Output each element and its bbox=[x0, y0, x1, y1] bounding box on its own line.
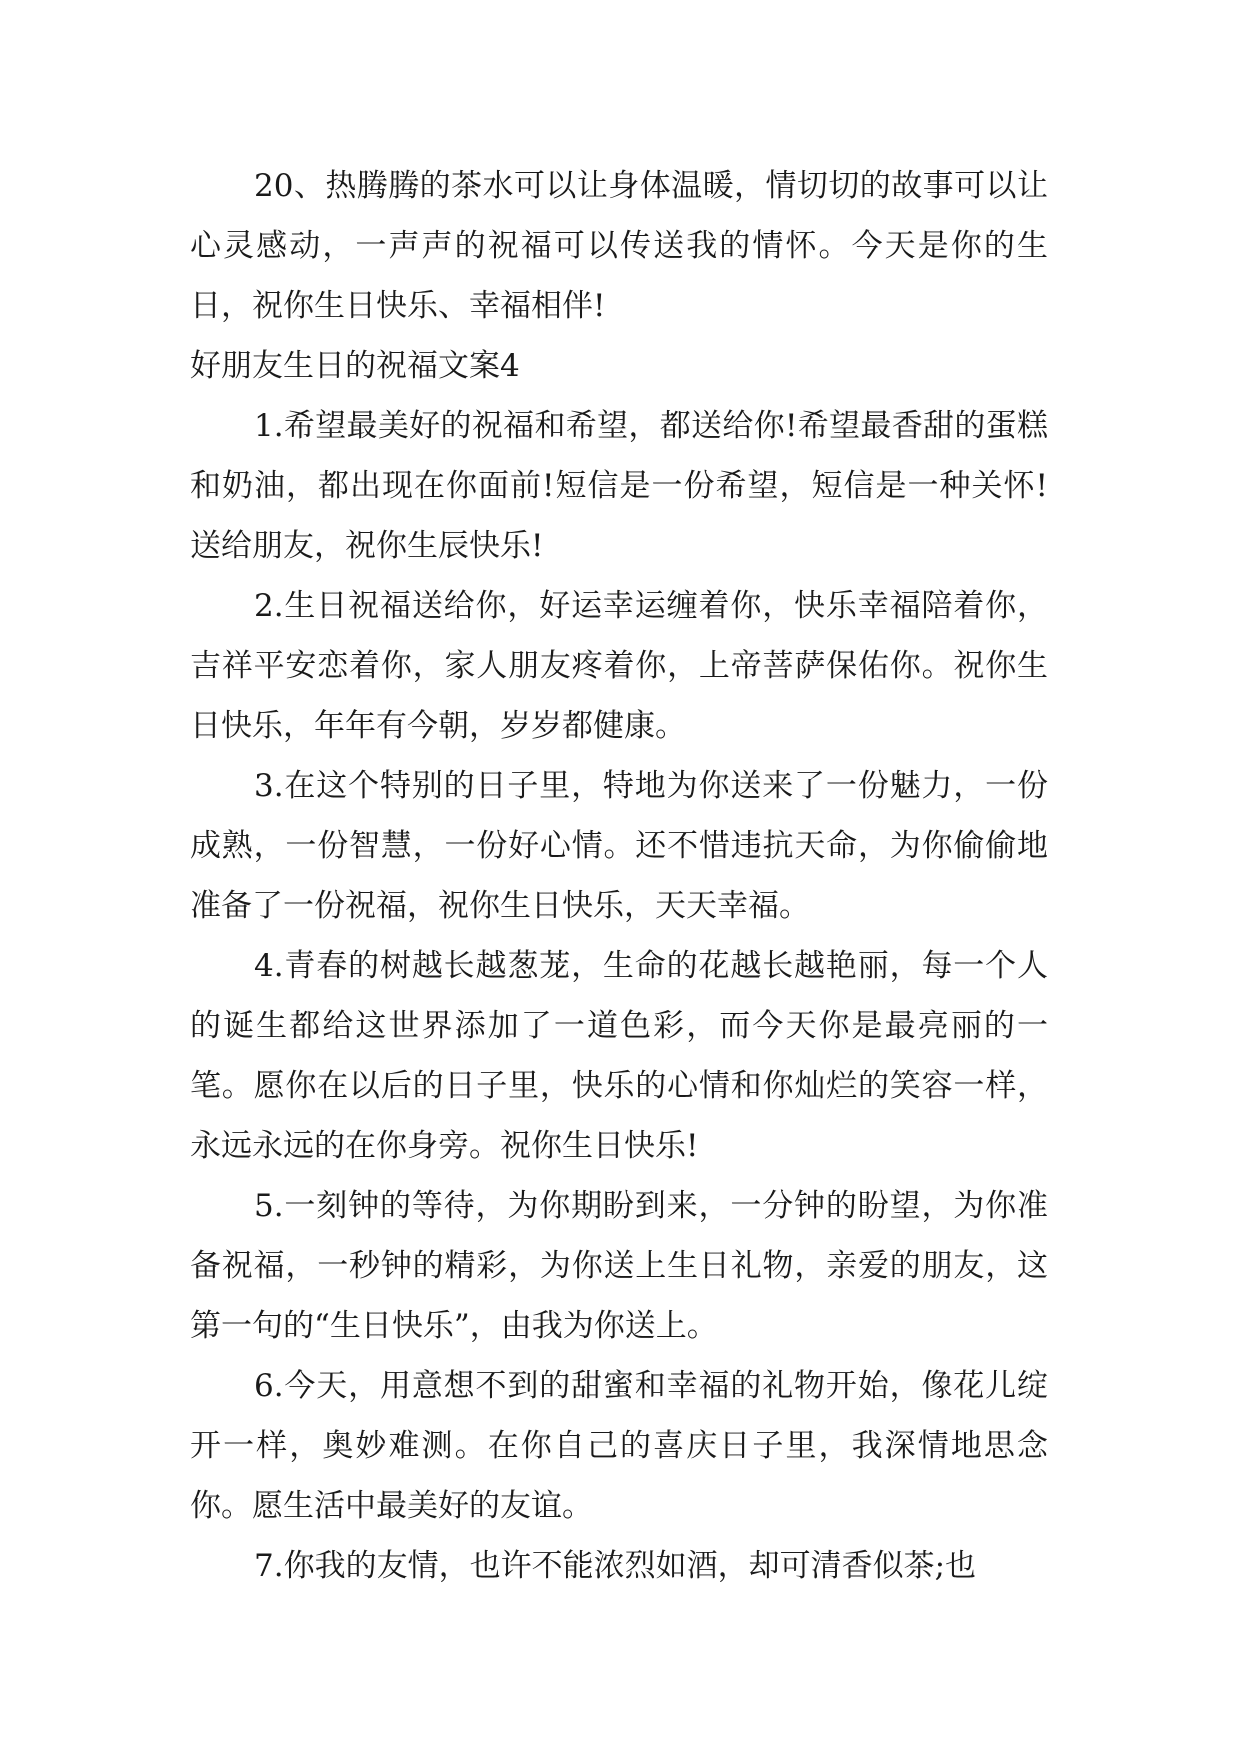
paragraph-20: 20、热腾腾的茶水可以让身体温暖，情切切的故事可以让心灵感动，一声声的祝福可以传送我的情怀。今天是你的生日，祝你生日快乐、幸福相伴! bbox=[190, 168, 1048, 324]
paragraph-3: 3.在这个特别的日子里，特地为你送来了一份魅力，一份成熟，一份智慧，一份好心情。还不惜违抗天命，为你偷偷地准备了一份祝福，祝你生日快乐，天天幸福。 bbox=[190, 768, 1048, 924]
paragraph-7: 7.你我的友情，也许不能浓烈如酒，却可清香似茶;也 bbox=[254, 1548, 977, 1584]
paragraph-1: 1.希望最美好的祝福和希望，都送给你!希望最香甜的蛋糕和奶油，都出现在你面前!短信是一份希望，短信是一种关怀!送给朋友，祝你生辰快乐! bbox=[190, 408, 1048, 564]
paragraph-5: 5.一刻钟的等待，为你期盼到来，一分钟的盼望，为你准备祝福，一秒钟的精彩，为你送上生日礼物，亲爱的朋友，这第一句的“生日快乐”，由我为你送上。 bbox=[190, 1188, 1048, 1344]
paragraph-6: 6.今天，用意想不到的甜蜜和幸福的礼物开始，像花儿绽开一样，奥妙难测。在你自己的喜庆日子里，我深情地思念你。愿生活中最美好的友谊。 bbox=[190, 1368, 1048, 1524]
paragraph-4: 4.青春的树越长越葱茏，生命的花越长越艳丽，每一个人的诞生都给这世界添加了一道色彩，而今天你是最亮丽的一笔。愿你在以后的日子里，快乐的心情和你灿烂的笑容一样，永远永远的在你身旁。祝你生日快乐! bbox=[190, 948, 1048, 1164]
section-heading: 好朋友生日的祝福文案4 bbox=[190, 348, 520, 384]
document-page bbox=[190, 156, 1048, 1596]
paragraph-2: 2.生日祝福送给你，好运幸运缠着你，快乐幸福陪着你，吉祥平安恋着你，家人朋友疼着你，上帝菩萨保佑你。祝你生日快乐，年年有今朝，岁岁都健康。 bbox=[190, 588, 1048, 744]
